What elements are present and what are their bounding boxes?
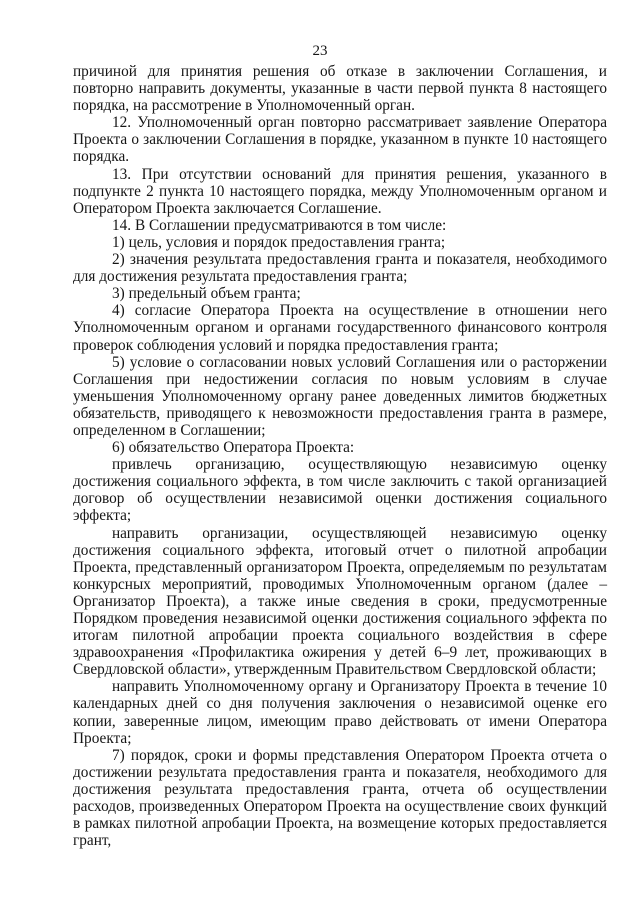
paragraph: 2) значения результата предоставления гранта и показателя, необходимого для достижения результата предоставления гранта; [73,251,607,286]
paragraph: 5) условие о согласовании новых условий Соглашения или о расторжении Соглашения при недостижении согласия по новым условиям в случае уменьшения Уполномоченному органу ранее доведенных лимитов бюджетных обязательств, приводящего к невозможности предоставления гранта в размере, определенном в Соглашении; [73,353,607,439]
paragraph: причиной для принятия решения об отказе в заключении Соглашения, и повторно направить документы, указанные в части первой пункта 8 настоящего порядка, на рассмотрение в Уполномоченный орган. [73,63,607,115]
paragraph: 3) предельный объем гранта; [112,285,301,303]
document-body [73,63,607,849]
paragraph: привлечь организацию, осуществляющую независимую оценку достижения социального эффекта, в том числе заключить с такой организацией договор об осуществлении независимой оценки достижения социального эффекта; [73,456,607,525]
paragraph: 12. Уполномоченный орган повторно рассматривает заявление Оператора Проекта о заключении Соглашения в порядке, указанном в пункте 10 настоящего порядка. [73,114,607,166]
paragraph: направить организации, осуществляющей независимую оценку достижения социального эффекта, итоговый отчет о пилотной апробации Проекта, представленный организатором Проекта, определяемым по результатам конкурсных мероприятий, проводимых Уполномоченным органом (далее – Организатор Проекта), а также иные сведения в сроки, предусмотренные Порядком проведения независимой оценки достижения социального эффекта по итогам пилотной апробации проекта социального воздействия в сфере здравоохранения «Профилактика ожирения у детей 6–9 лет, проживающих в Свердловской области», утвержденным Правительством Свердловской области; [73,524,607,679]
paragraph: 6) обязательство Оператора Проекта: [112,439,355,457]
paragraph: 4) согласие Оператора Проекта на осуществление в отношении него Уполномоченным органом и органами государственного финансового контроля проверок соблюдения условий и порядка предоставления гранта; [73,302,607,354]
page-number: 23 [312,43,328,59]
paragraph: 14. В Соглашении предусматриваются в том числе: [112,216,447,234]
paragraph: 7) порядок, сроки и формы представления Оператором Проекта отчета о достижении результата предоставления гранта и показателя, необходимого для достижения результата предоставления гранта, отчета об осуществлении расходов, произведенных Оператором Проекта на осуществление своих функций в рамках пилотной апробации Проекта, на возмещение которых предоставляется грант, [73,746,607,850]
paragraph: направить Уполномоченному органу и Организатору Проекта в течение 10 календарных дней со дня получения заключения о независимой оценке его копии, заверенные лицом, имеющим право действовать от имени Оператора Проекта; [73,678,607,747]
paragraph: 1) цель, условия и порядок предоставления гранта; [112,233,446,251]
paragraph: 13. При отсутствии оснований для принятия решения, указанного в подпункте 2 пункта 10 настоящего порядка, между Уполномоченным органом и Оператором Проекта заключается Соглашение. [73,165,607,217]
